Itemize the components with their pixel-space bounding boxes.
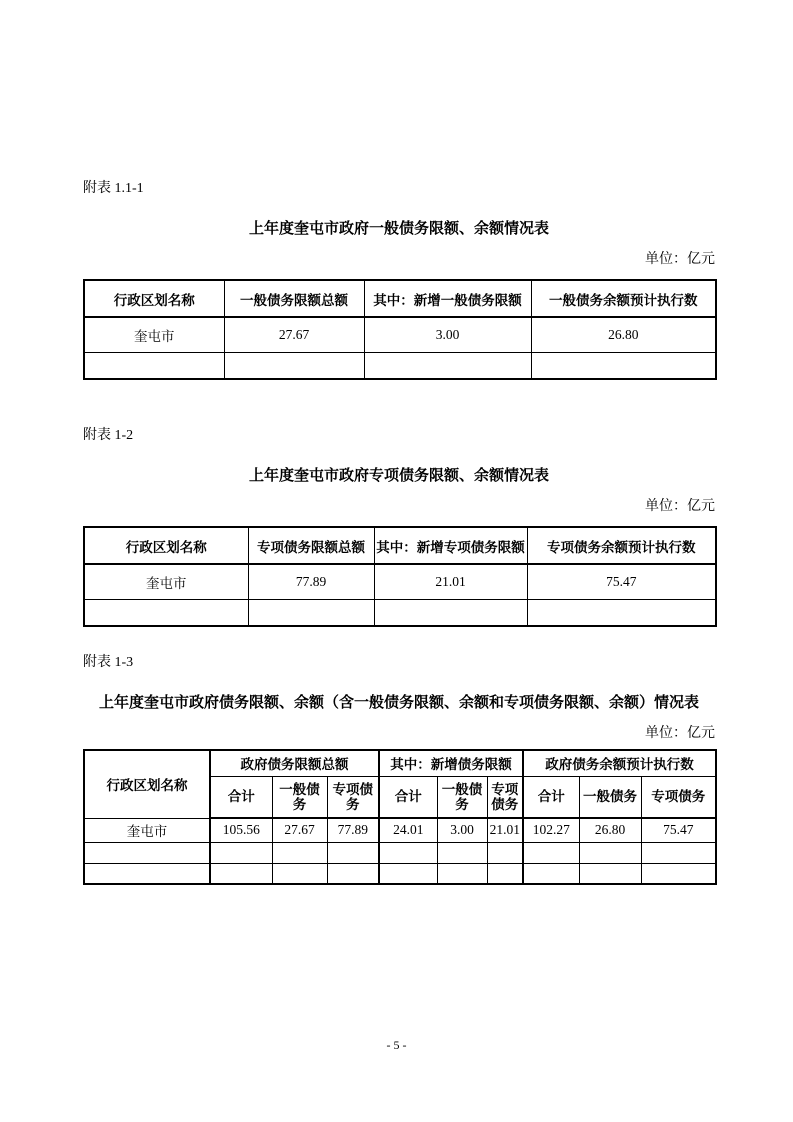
empty-cell: [487, 842, 523, 863]
subheader-cell: 一般债务: [437, 776, 487, 818]
table2-unit-label: 单位：亿元: [645, 499, 715, 514]
empty-cell: [579, 863, 641, 884]
empty-cell: [374, 599, 527, 626]
empty-cell: [527, 599, 716, 626]
empty-cell: [579, 842, 641, 863]
table3-title: 上年度奎屯市政府债务限额、余额（含一般债务限额、余额和专项债务限额、余额）情况表: [98, 694, 699, 711]
header-cell: 其中：新增专项债务限额: [374, 527, 527, 564]
region-cell: 奎屯市: [84, 564, 248, 599]
empty-cell: [364, 352, 531, 379]
table1-caption: 附表 1.1-1: [83, 181, 144, 196]
empty-cell: [523, 842, 579, 863]
empty-cell: [210, 863, 272, 884]
empty-cell: [641, 863, 716, 884]
subheader-cell: 合计: [379, 776, 437, 818]
header-cell: 一般债务余额预计执行数: [531, 280, 716, 317]
value-cell: 21.01: [487, 818, 523, 842]
empty-cell: [641, 842, 716, 863]
empty-cell: [224, 352, 364, 379]
header-cell: 其中：新增一般债务限额: [364, 280, 531, 317]
value-cell: 75.47: [641, 818, 716, 842]
table2-title: 上年度奎屯市政府专项债务限额、余额情况表: [248, 467, 549, 484]
header-cell: 一般债务限额总额: [224, 280, 364, 317]
empty-cell: [379, 842, 437, 863]
empty-cell: [379, 863, 437, 884]
table3-unit-label: 单位：亿元: [645, 726, 715, 741]
value-cell: 24.01: [379, 818, 437, 842]
table-header-row: [84, 280, 716, 317]
header-cell: 专项债务余额预计执行数: [527, 527, 716, 564]
value-cell: 27.67: [272, 818, 327, 842]
table-row: [84, 842, 716, 863]
table2-caption: 附表 1-2: [83, 428, 134, 443]
value-cell: 27.67: [224, 317, 364, 352]
value-cell: 21.01: [374, 564, 527, 599]
empty-cell: [327, 863, 379, 884]
empty-cell: [210, 842, 272, 863]
empty-cell: [437, 863, 487, 884]
page-content: [83, 0, 715, 885]
header-cell-region: 行政区划名称: [84, 750, 210, 818]
table3-caption: 附表 1-3: [83, 655, 134, 670]
region-cell: 奎屯市: [84, 317, 224, 352]
empty-cell: [327, 842, 379, 863]
empty-cell: [84, 352, 224, 379]
table1-unit-label: 单位：亿元: [645, 252, 715, 267]
subheader-cell: 一般债务: [272, 776, 327, 818]
value-cell: 77.89: [248, 564, 374, 599]
subheader-cell: 专项债务: [487, 776, 523, 818]
subheader-cell: 专项债务: [641, 776, 716, 818]
subheader-cell: 专项债务: [327, 776, 379, 818]
value-cell: 102.27: [523, 818, 579, 842]
empty-cell: [84, 599, 248, 626]
header-group-balance: 政府债务余额预计执行数: [523, 750, 716, 776]
table-group-header-row: [84, 750, 716, 776]
value-cell: 26.80: [579, 818, 641, 842]
subheader-cell: 合计: [523, 776, 579, 818]
header-cell: 行政区划名称: [84, 280, 224, 317]
table-header-row: [84, 527, 716, 564]
page-number: - 5 -: [386, 1038, 407, 1052]
header-cell: 行政区划名称: [84, 527, 248, 564]
empty-cell: [272, 842, 327, 863]
subheader-cell: 合计: [210, 776, 272, 818]
table-row: [84, 863, 716, 884]
empty-cell: [437, 842, 487, 863]
table-row: [84, 564, 716, 599]
empty-cell: [523, 863, 579, 884]
empty-cell: [84, 842, 210, 863]
header-group-new-limit: 其中：新增债务限额: [379, 750, 523, 776]
empty-cell: [272, 863, 327, 884]
header-cell: 专项债务限额总额: [248, 527, 374, 564]
value-cell: 75.47: [527, 564, 716, 599]
value-cell: 105.56: [210, 818, 272, 842]
value-cell: 26.80: [531, 317, 716, 352]
table-row: [84, 317, 716, 352]
subheader-cell: 一般债务: [579, 776, 641, 818]
table-row: [84, 599, 716, 626]
value-cell: 3.00: [364, 317, 531, 352]
special-debt-table: [83, 526, 717, 627]
empty-cell: [84, 863, 210, 884]
combined-debt-table: [83, 749, 717, 885]
empty-cell: [487, 863, 523, 884]
value-cell: 77.89: [327, 818, 379, 842]
region-cell: 奎屯市: [84, 818, 210, 842]
general-debt-table: [83, 279, 717, 380]
table-row: [84, 352, 716, 379]
empty-cell: [248, 599, 374, 626]
value-cell: 3.00: [437, 818, 487, 842]
empty-cell: [531, 352, 716, 379]
table1-title: 上年度奎屯市政府一般债务限额、余额情况表: [248, 220, 549, 237]
table-row: [84, 818, 716, 842]
header-group-limit-total: 政府债务限额总额: [210, 750, 379, 776]
